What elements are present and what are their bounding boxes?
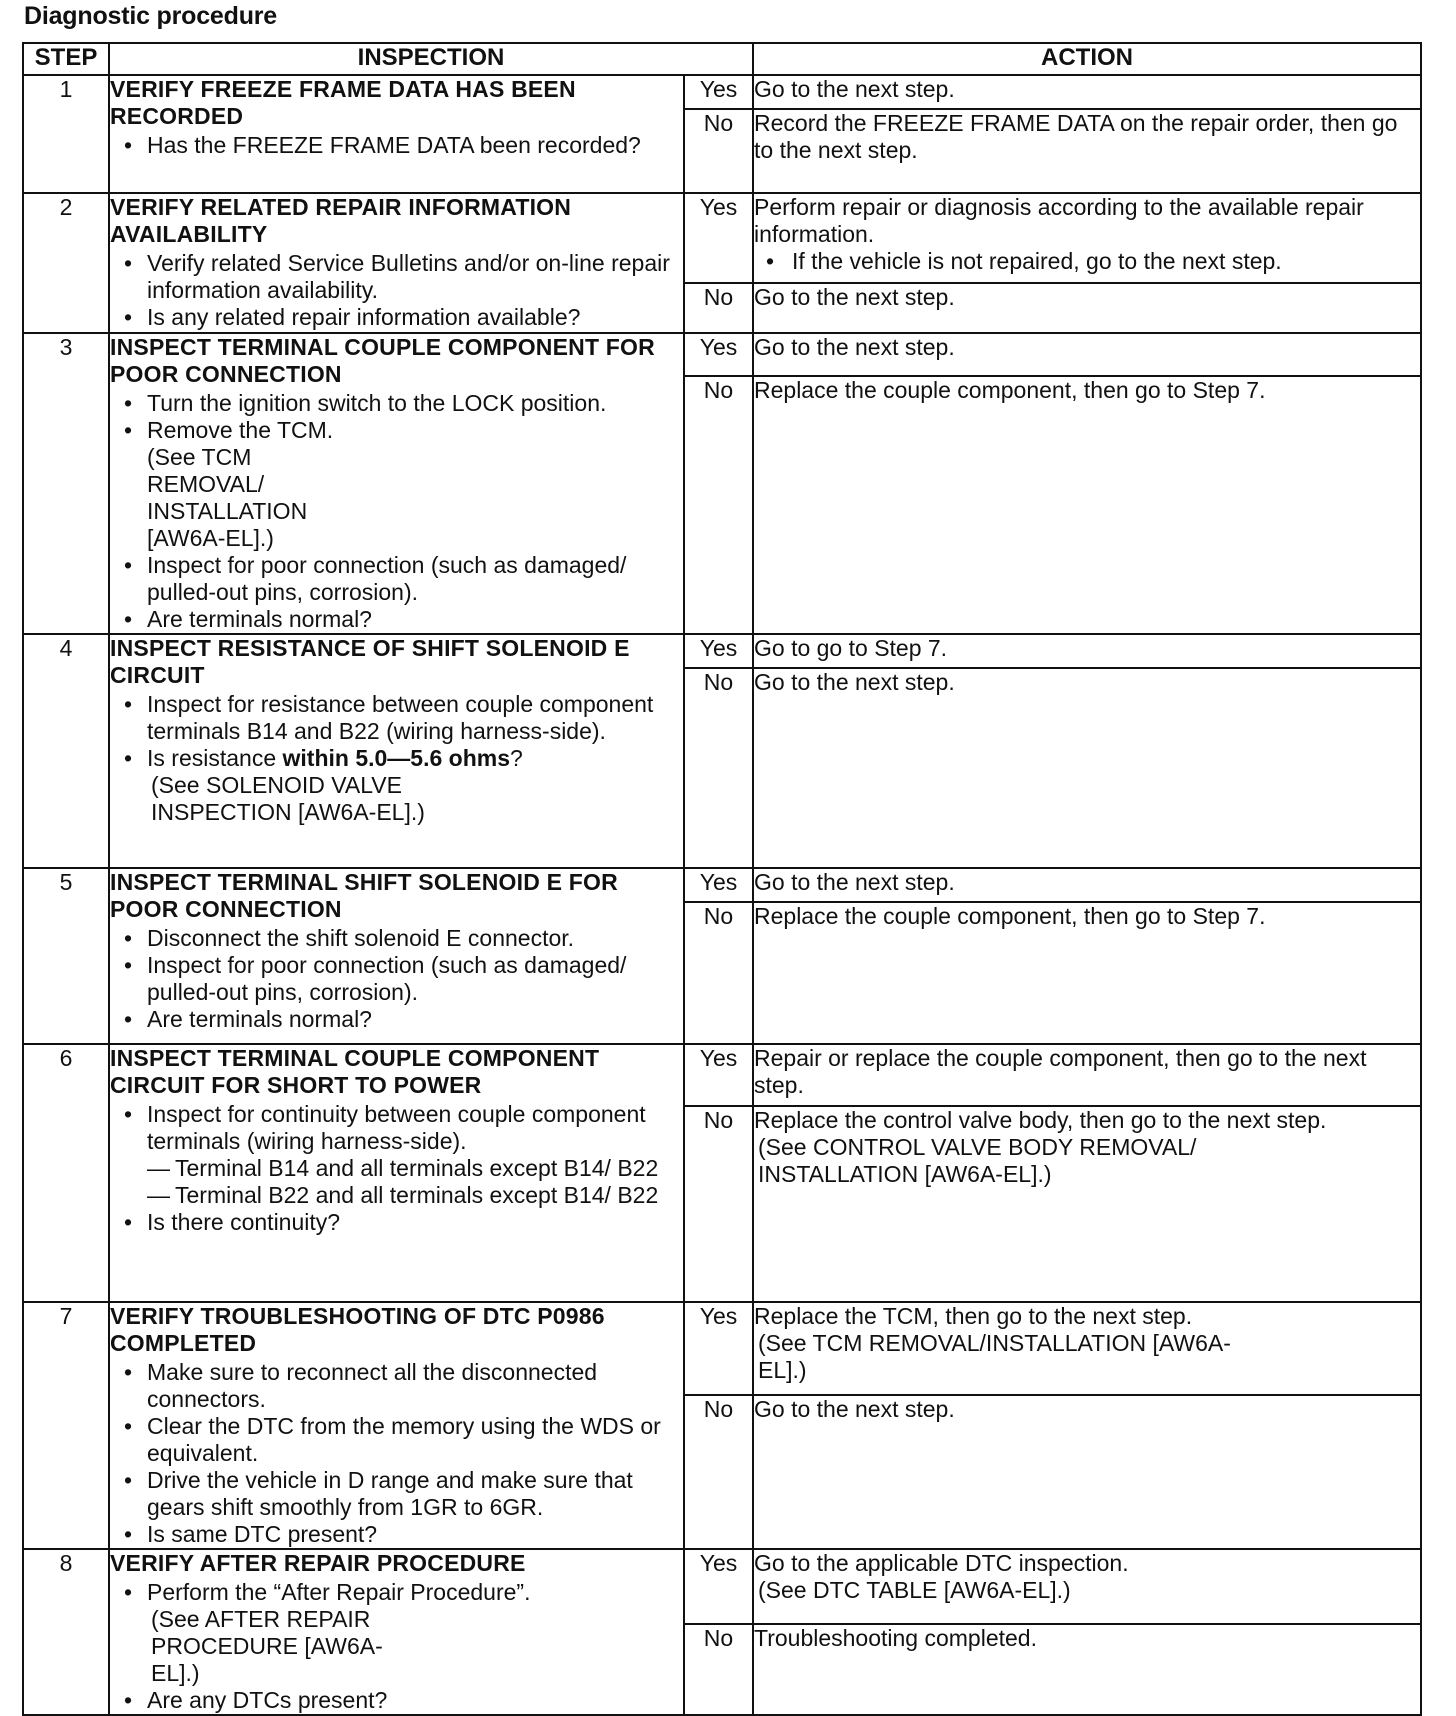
no-label: No xyxy=(684,283,753,333)
inspection-title: VERIFY RELATED REPAIR INFORMATION AVAILABILITY xyxy=(110,194,572,247)
no-action: Go to the next step. xyxy=(753,668,1421,868)
table-row xyxy=(23,333,1421,376)
inspection-title: INSPECT TERMINAL COUPLE COMPONENT FOR POOR CONNECTION xyxy=(110,334,655,387)
list-item-text: • Perform the “After Repair Procedure”. xyxy=(147,1579,531,1605)
list-item-text: • Inspect for continuity between couple component terminals (wiring harness-side). xyxy=(147,1101,646,1154)
inspection-cell xyxy=(109,634,684,868)
resistance-question-end: ? xyxy=(510,745,523,771)
no-label: No xyxy=(684,902,753,1044)
list-item xyxy=(110,417,683,552)
inspection-title: VERIFY TROUBLESHOOTING OF DTC P0986 COMPLETED xyxy=(110,1303,605,1356)
list-item: • Disconnect the shift solenoid E connector. xyxy=(110,925,683,952)
no-label: No xyxy=(684,1106,753,1302)
step-number: 2 xyxy=(23,193,109,333)
list-item: • Inspect for poor connection (such as damaged/ pulled-out pins, corrosion). xyxy=(110,552,683,606)
reference-note: (See CONTROL VALVE BODY REMOVAL/ INSTALLATION [AW6A-EL].) xyxy=(758,1134,1197,1187)
step-number: 7 xyxy=(23,1302,109,1549)
list-item xyxy=(110,1101,683,1209)
no-label: No xyxy=(684,376,753,634)
yes-label: Yes xyxy=(684,1044,753,1106)
yes-label: Yes xyxy=(684,634,753,668)
list-item-text: • Remove the TCM. xyxy=(147,417,334,443)
yes-action xyxy=(753,1302,1421,1395)
no-action: Go to the next step. xyxy=(753,283,1421,333)
inspection-title: VERIFY AFTER REPAIR PROCEDURE xyxy=(110,1550,526,1576)
no-label: No xyxy=(684,109,753,193)
list-item: • Clear the DTC from the memory using the WDS or equivalent. xyxy=(110,1413,683,1467)
yes-label: Yes xyxy=(684,193,753,283)
inspection-cell xyxy=(109,1549,684,1715)
step-number: 4 xyxy=(23,634,109,868)
no-label: No xyxy=(684,1395,753,1549)
yes-action-text: Perform repair or diagnosis according to the available repair information. xyxy=(754,194,1364,247)
list-item: • Are terminals normal? xyxy=(110,1006,683,1033)
no-action: Replace the couple component, then go to Step 7. xyxy=(753,376,1421,634)
reference-note: (See DTC TABLE [AW6A-EL].) xyxy=(758,1577,1071,1603)
no-action: Troubleshooting completed. xyxy=(753,1624,1421,1715)
list-item: • Drive the vehicle in D range and make sure that gears shift smoothly from 1GR to 6GR. xyxy=(110,1467,683,1521)
table-row xyxy=(23,1302,1421,1395)
header-step: STEP xyxy=(23,43,109,75)
yes-action: Go to the next step. xyxy=(753,333,1421,376)
yes-action-text: Replace the TCM, then go to the next step. xyxy=(754,1303,1193,1329)
yes-action-text: Go to the applicable DTC inspection. xyxy=(754,1550,1129,1576)
no-label: No xyxy=(684,1624,753,1715)
yes-action: Repair or replace the couple component, then go to the next step. xyxy=(753,1044,1421,1106)
list-item: • Are any DTCs present? xyxy=(110,1687,683,1714)
no-label: No xyxy=(684,668,753,868)
inspection-cell xyxy=(109,333,684,634)
yes-label: Yes xyxy=(684,1302,753,1395)
resistance-question: Is resistance xyxy=(147,745,283,771)
step-number: 3 xyxy=(23,333,109,634)
table-row xyxy=(23,1044,1421,1106)
resistance-spec: within 5.0—5.6 ohms xyxy=(282,745,510,771)
sub-list-item: — Terminal B22 and all terminals except B14/ B22 xyxy=(147,1182,683,1209)
inspection-title: INSPECT TERMINAL COUPLE COMPONENT CIRCUIT FOR SHORT TO POWER xyxy=(110,1045,600,1098)
step-number: 6 xyxy=(23,1044,109,1302)
step-number: 1 xyxy=(23,75,109,193)
no-action-text: Replace the control valve body, then go to the next step. xyxy=(754,1107,1327,1133)
inspection-cell xyxy=(109,1044,684,1302)
diagnostic-procedure-table xyxy=(22,42,1422,1716)
list-item xyxy=(110,745,683,826)
step-number: 5 xyxy=(23,868,109,1044)
yes-action xyxy=(753,1549,1421,1624)
list-item: • Turn the ignition switch to the LOCK position. xyxy=(110,390,683,417)
no-action: Record the FREEZE FRAME DATA on the repair order, then go to the next step. xyxy=(753,109,1421,193)
yes-action: Go to the next step. xyxy=(753,868,1421,902)
header-inspection: INSPECTION xyxy=(109,43,753,75)
yes-action xyxy=(753,193,1421,283)
list-item: • Make sure to reconnect all the disconnected connectors. xyxy=(110,1359,683,1413)
reference-note: (See TCM REMOVAL/ INSTALLATION [AW6A-EL].) xyxy=(147,444,308,551)
step-number: 8 xyxy=(23,1549,109,1715)
yes-action: Go to the next step. xyxy=(753,75,1421,109)
reference-note: (See AFTER REPAIR PROCEDURE [AW6A-EL].) xyxy=(151,1606,383,1686)
inspection-cell xyxy=(109,75,684,193)
no-action xyxy=(753,1106,1421,1302)
list-item: • Has the FREEZE FRAME DATA been recorded? xyxy=(110,132,683,159)
list-item: • Is there continuity? xyxy=(110,1209,683,1236)
reference-note: (See SOLENOID VALVE INSPECTION [AW6A-EL].) xyxy=(151,772,425,825)
header-action: ACTION xyxy=(753,43,1421,75)
inspection-title: INSPECT RESISTANCE OF SHIFT SOLENOID E CIRCUIT xyxy=(110,635,630,688)
table-row xyxy=(23,634,1421,668)
list-item: • Inspect for poor connection (such as damaged/ pulled-out pins, corrosion). xyxy=(110,952,683,1006)
yes-label: Yes xyxy=(684,1549,753,1624)
inspection-cell xyxy=(109,193,684,333)
yes-label: Yes xyxy=(684,333,753,376)
yes-action-subitem: • If the vehicle is not repaired, go to the next step. xyxy=(754,248,1420,275)
table-row xyxy=(23,868,1421,902)
table-header-row xyxy=(23,43,1421,75)
list-item: • Is same DTC present? xyxy=(110,1521,683,1548)
list-item: • Verify related Service Bulletins and/or on-line repair information availability. xyxy=(110,250,683,304)
sub-list-item: — Terminal B14 and all terminals except B14/ B22 xyxy=(147,1155,683,1182)
yes-label: Yes xyxy=(684,868,753,902)
page-title: Diagnostic procedure xyxy=(24,2,277,30)
inspection-cell xyxy=(109,1302,684,1549)
table-row xyxy=(23,1549,1421,1624)
reference-note: (See TCM REMOVAL/INSTALLATION [AW6A-EL].) xyxy=(758,1330,1231,1383)
list-item: • Is any related repair information available? xyxy=(110,304,683,331)
inspection-cell xyxy=(109,868,684,1044)
table-row xyxy=(23,75,1421,109)
no-action: Go to the next step. xyxy=(753,1395,1421,1549)
list-item xyxy=(110,1579,683,1687)
no-action: Replace the couple component, then go to Step 7. xyxy=(753,902,1421,1044)
yes-label: Yes xyxy=(684,75,753,109)
yes-action: Go to go to Step 7. xyxy=(753,634,1421,668)
list-item: • Are terminals normal? xyxy=(110,606,683,633)
list-item: • Inspect for resistance between couple component terminals B14 and B22 (wiring harness-side). xyxy=(110,691,683,745)
inspection-title: INSPECT TERMINAL SHIFT SOLENOID E FOR POOR CONNECTION xyxy=(110,869,618,922)
inspection-title: VERIFY FREEZE FRAME DATA HAS BEEN RECORDED xyxy=(110,76,576,129)
table-row xyxy=(23,193,1421,283)
